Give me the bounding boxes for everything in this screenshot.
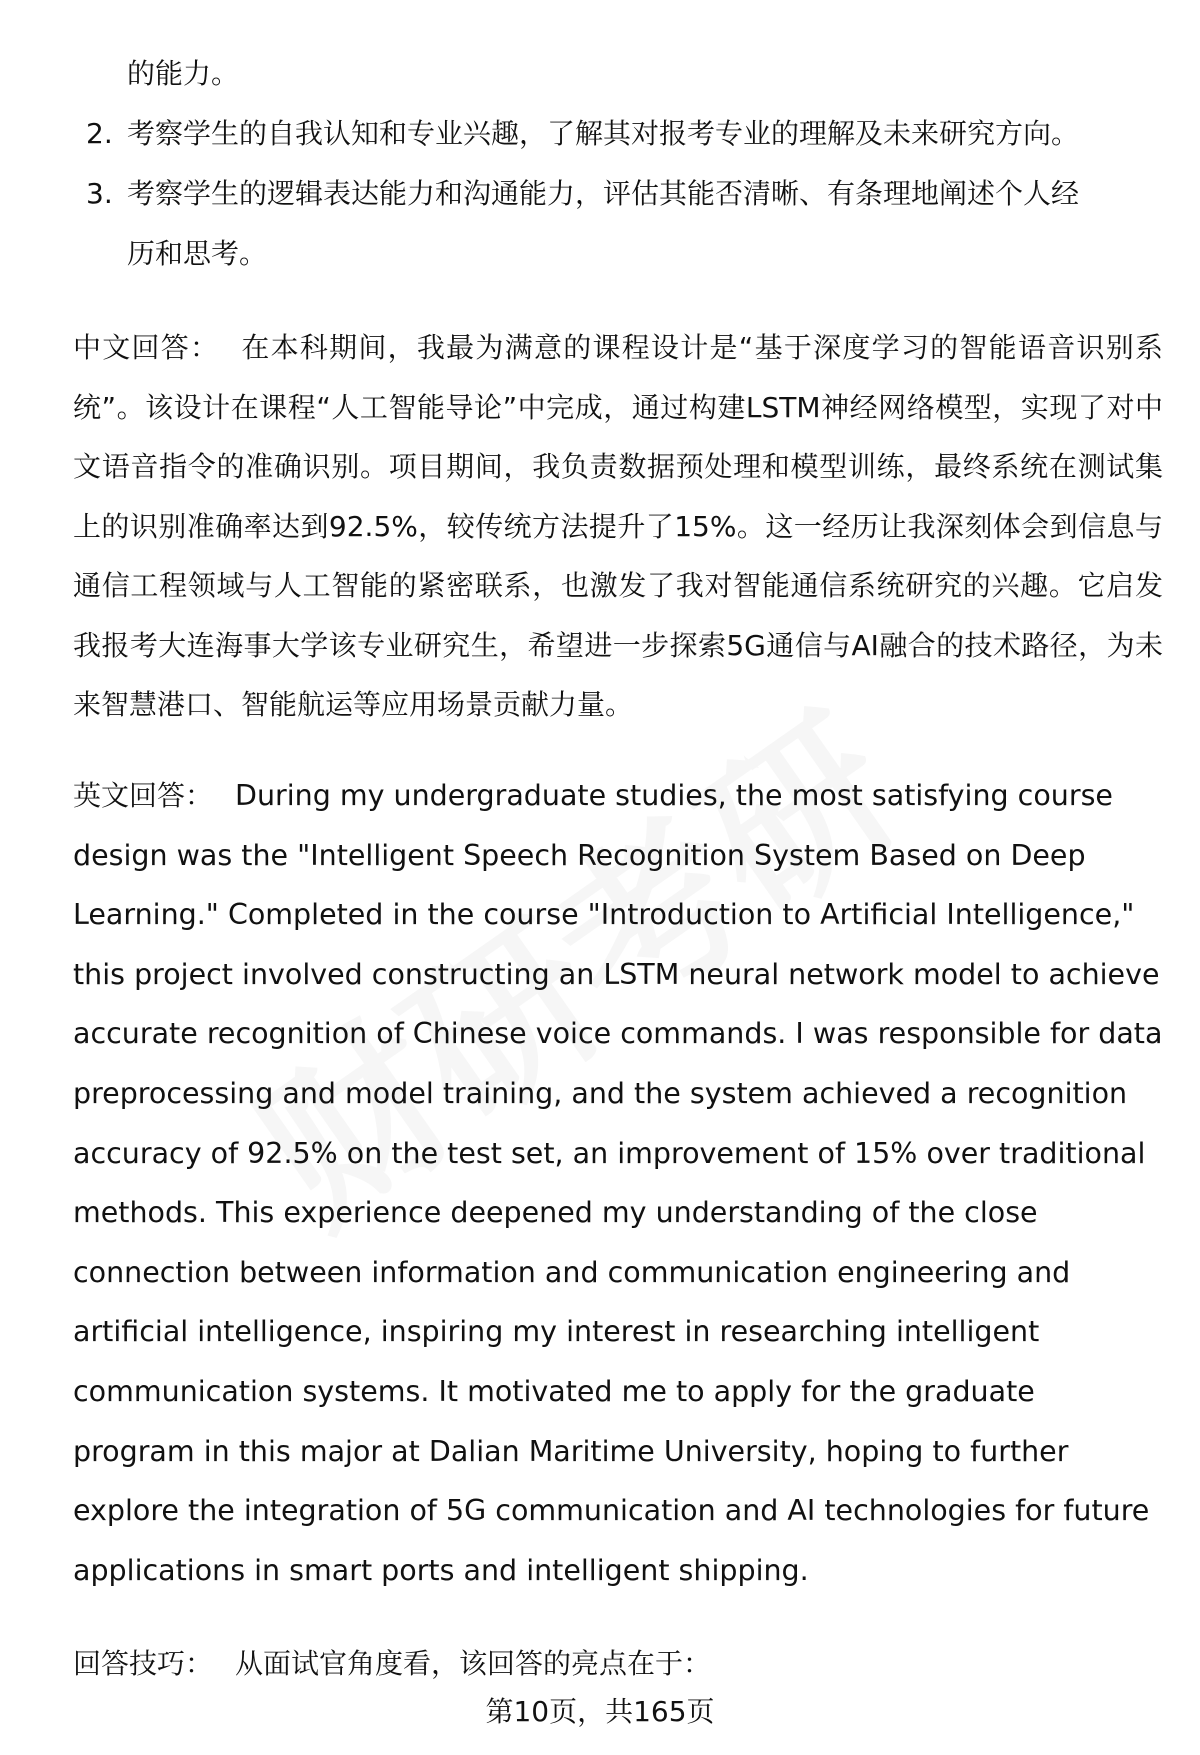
chinese-answer-label: 中文回答： (73, 331, 220, 364)
answer-tips-label: 回答技巧： (73, 1647, 214, 1680)
list-number-3: 3. (86, 177, 113, 210)
english-answer-paragraph (73, 766, 1163, 1600)
list-item-2-text: 考察学生的自我认知和专业兴趣，了解其对报考专业的理解及未来研究方向。 (127, 117, 1080, 150)
page-number-footer: 第10页，共165页 (485, 1695, 715, 1728)
answer-tips-text: 从面试官角度看，该回答的亮点在于： (235, 1647, 712, 1680)
english-answer-label: 英文回答： (73, 779, 214, 812)
list-number-2: 2. (86, 117, 113, 150)
answer-tips-paragraph (73, 1634, 1163, 1694)
list-item-1-continuation: 的能力。 (127, 57, 240, 90)
list-item-3-text-continuation: 历和思考。 (127, 237, 268, 270)
list-item-3-text: 考察学生的逻辑表达能力和沟通能力，评估其能否清晰、有条理地阐述个人经 (127, 177, 1080, 210)
english-answer-text: During my undergraduate studies, the most satisfying course design was the "Intelligent Speech Recognition System Based on Deep Learning." Completed in the course "Introduction to Artificial Intelligence," this project involved constructing an LSTM neural network model to achieve accurate recognition of Chinese voice commands. I was responsible for data preprocessing and model training, and the system achieved a recognition accuracy of 92.5% on the test set, an improvement of 15% over traditional methods. This experience deepened my understanding of the close connection between information and communication engineering and artificial intelligence, inspiring my interest in researching intelligent communication systems. It motivated me to apply for the graduate program in this major at Dalian Maritime University, hoping to further explore the integration of 5G communication and AI technologies for future applications in smart ports and intelligent shipping. (73, 779, 1163, 1587)
chinese-answer-text: 在本科期间，我最为满意的课程设计是“基于深度学习的智能语音识别系统”。该设计在课程“人工智能导论”中完成，通过构建LSTM神经网络模型，实现了对中文语音指令的准确识别。项目期间，我负责数据预处理和模型训练，最终系统在测试集上的识别准确率达到92.5%，较传统方法提升了15%。这一经历让我深刻体会到信息与通信工程领域与人工智能的紧密联系，也激发了我对智能通信系统研究的兴趣。它启发我报考大连海事大学该专业研究生，希望进一步探索5G通信与AI融合的技术路径，为未来智慧港口、智能航运等应用场景贡献力量。 (73, 331, 1163, 721)
chinese-answer-paragraph (73, 318, 1163, 735)
